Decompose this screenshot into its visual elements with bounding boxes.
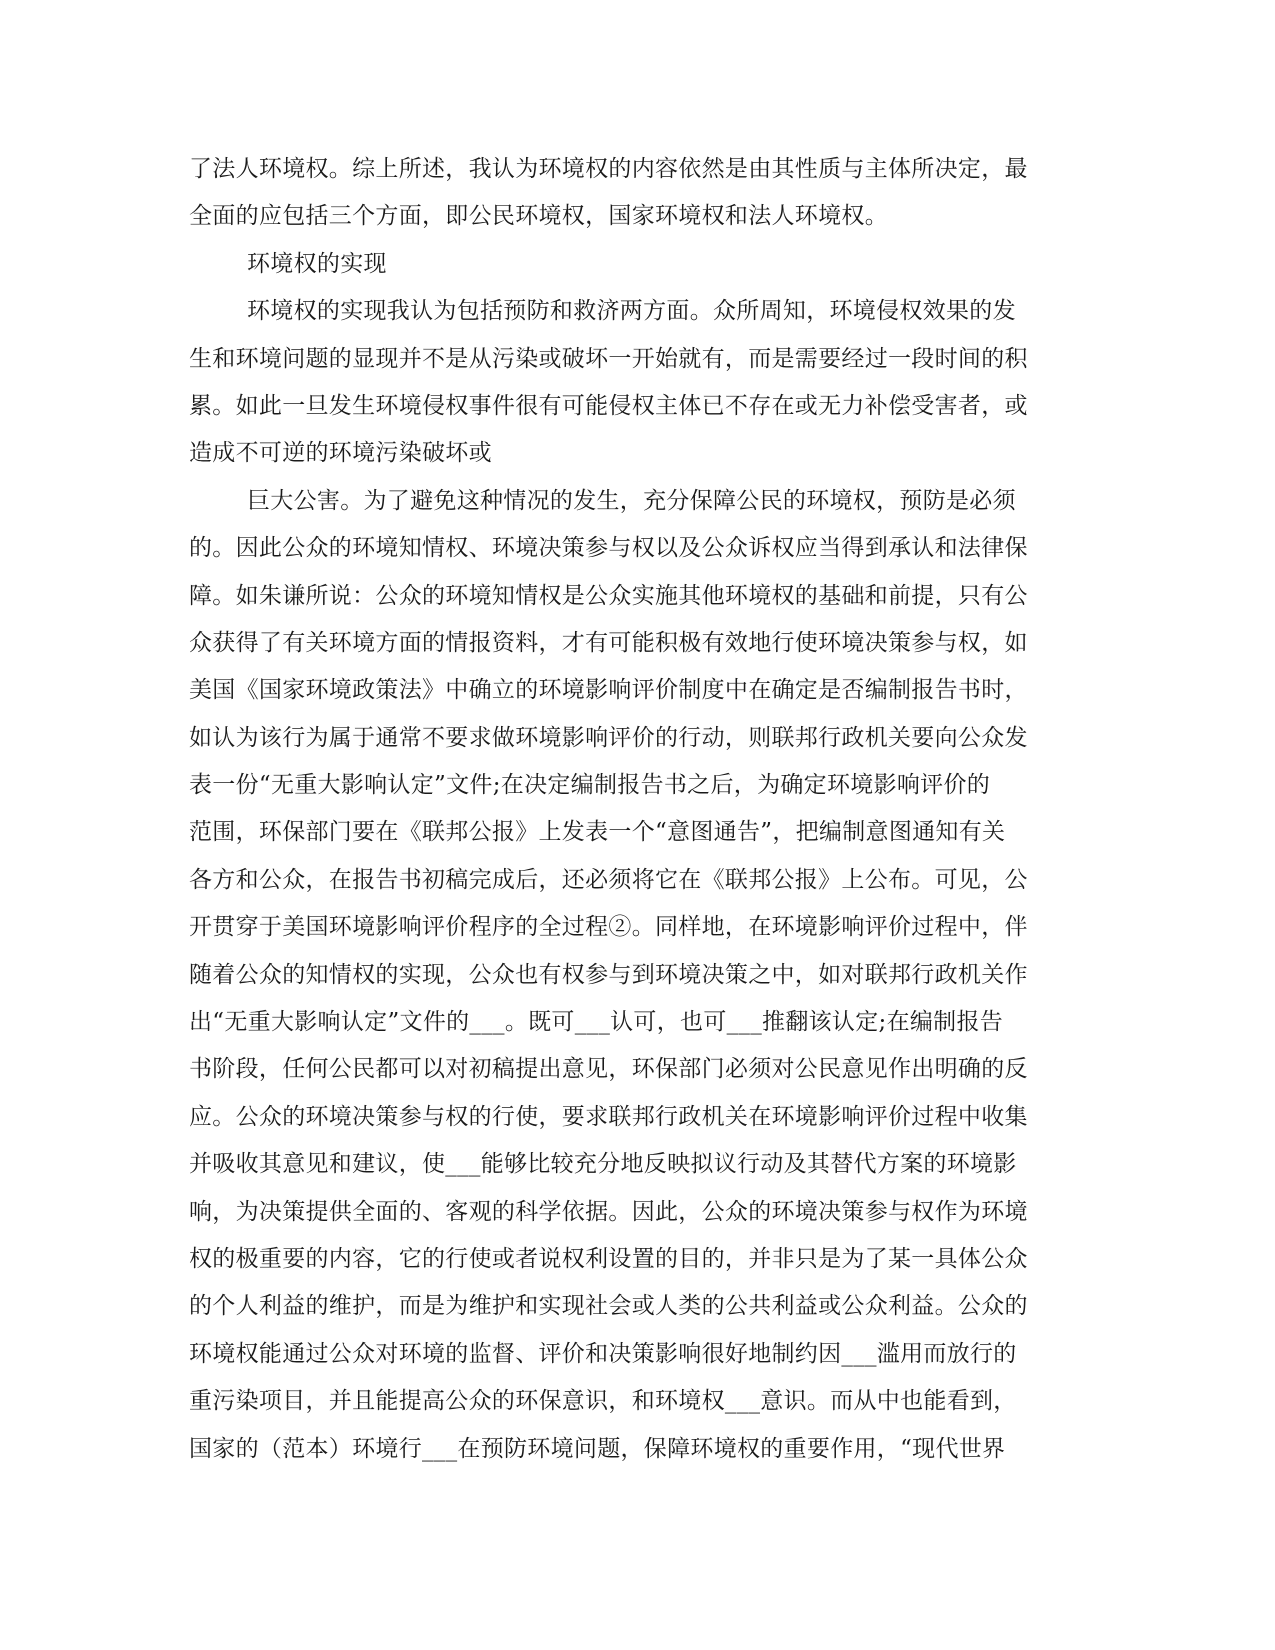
text-line: 累。如此一旦发生环境侵权事件很有可能侵权主体已不存在或无力补偿受害者，或 (189, 392, 1028, 419)
text-line: 各方和公众，在报告书初稿完成后，还必须将它在《联邦公报》上公布。可见，公 (189, 866, 1028, 893)
text-line: 的。因此公众的环境知情权、环境决策参与权以及公众诉权应当得到承认和法律保 (189, 535, 1028, 562)
text-line: 障。如朱谦所说：公众的环境知情权是公众实施其他环境权的基础和前提，只有公 (189, 582, 1028, 609)
document-body (189, 146, 1089, 1473)
text-line: 全面的应包括三个方面，即公民环境权，国家环境权和法人环境权。 (189, 203, 888, 230)
text-line: 如认为该行为属于通常不要求做环境影响评价的行动，则联邦行政机关要向公众发 (189, 724, 1028, 751)
text-line: 了法人环境权。综上所述，我认为环境权的内容依然是由其性质与主体所决定，最 (189, 156, 1028, 182)
text-line: 的个人利益的维护，而是为维护和实现社会或人类的公共利益或公众利益。公众的 (189, 1293, 1028, 1320)
text-line: 美国《国家环境政策法》中确立的环境影响评价制度中在确定是否编制报告书时， (189, 677, 1028, 704)
text-line: 巨大公害。为了避免这种情况的发生，充分保障公民的环境权，预防是必须 (247, 487, 1016, 514)
text-line: 出“无重大影响认定”文件的___。既可___认可，也可___推翻该认定;在编制报告 (189, 1009, 1004, 1036)
text-line: 重污染项目，并且能提高公众的环保意识，和环境权___意识。而从中也能看到， (189, 1388, 1017, 1415)
text-line: 表一份“无重大影响认定”文件;在决定编制报告书之后，为确定环境影响评价的 (189, 772, 991, 799)
text-line: 众获得了有关环境方面的情报资料，才有可能积极有效地行使环境决策参与权，如 (189, 629, 1028, 656)
text-line: 并吸收其意见和建议，使___能够比较充分地反映拟议行动及其替代方案的环境影 (189, 1151, 1017, 1178)
text-line: 国家的（范本）环境行___在预防环境问题，保障环境权的重要作用，“现代世界 (189, 1435, 1006, 1462)
text-line: 范围，环保部门要在《联邦公报》上发表一个“意图通告”，把编制意图通知有关 (189, 819, 1006, 846)
text-line: 环境权的实现 (247, 250, 387, 277)
text-line: 开贯穿于美国环境影响评价程序的全过程②。同样地，在环境影响评价过程中，伴 (189, 914, 1028, 941)
text-line: 造成不可逆的环境污染破坏或 (189, 440, 492, 467)
text-line: 响，为决策提供全面的、客观的科学依据。因此，公众的环境决策参与权作为环境 (189, 1198, 1028, 1225)
text-line: 书阶段，任何公民都可以对初稿提出意见，环保部门必须对公民意见作出明确的反 (189, 1056, 1028, 1083)
text-line: 权的极重要的内容，它的行使或者说权利设置的目的，并非只是为了某一具体公众 (189, 1245, 1028, 1272)
text-line: 生和环境问题的显现并不是从污染或破坏一开始就有，而是需要经过一段时间的积 (189, 345, 1028, 372)
text-line: 应。公众的环境决策参与权的行使，要求联邦行政机关在环境影响评价过程中收集 (189, 1103, 1028, 1130)
text-line: 环境权的实现我认为包括预防和救济两方面。众所周知，环境侵权效果的发 (247, 298, 1016, 325)
text-line: 环境权能通过公众对环境的监督、评价和决策影响很好地制约因___滥用而放行的 (189, 1340, 1017, 1367)
text-line: 随着公众的知情权的实现，公众也有权参与到环境决策之中，如对联邦行政机关作 (189, 961, 1028, 988)
